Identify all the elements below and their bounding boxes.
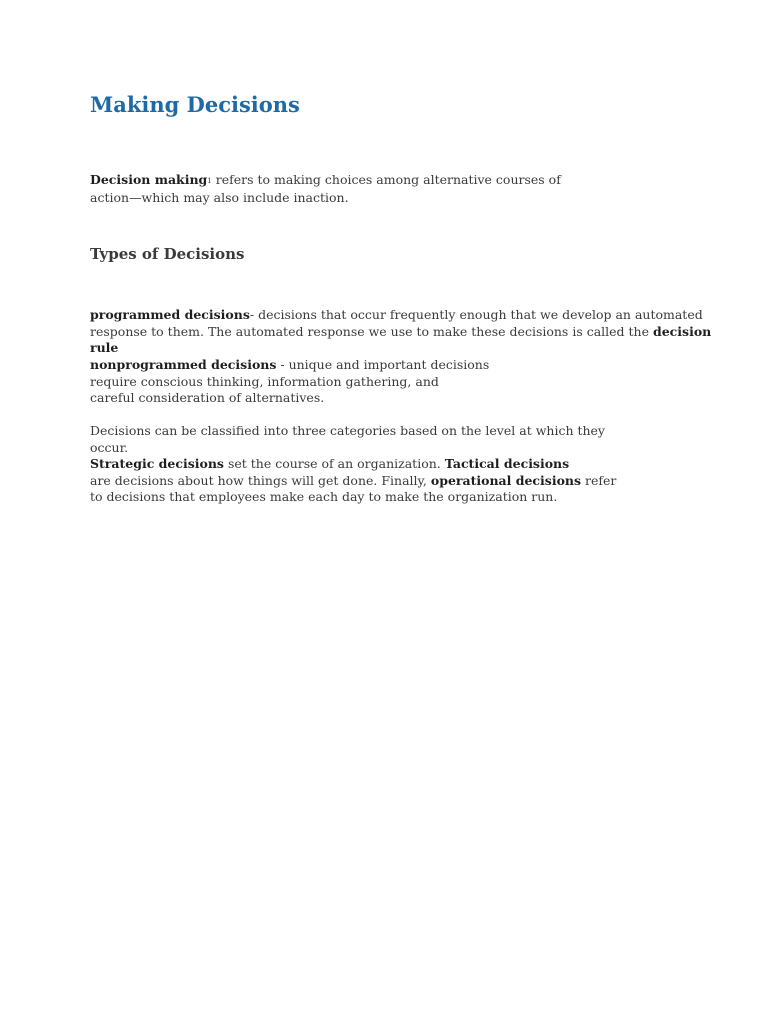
strategic-text: set the course of an organization. xyxy=(223,456,445,472)
nonprogrammed-line-3: careful consideration of alternatives. xyxy=(90,390,325,406)
intro-line-1 xyxy=(90,172,561,190)
programmed-line-1 xyxy=(90,307,711,324)
term-strategic-decisions: Strategic decisions xyxy=(90,456,224,472)
term-tactical-decisions: Tactical decisions xyxy=(444,456,570,472)
classification-line-3 xyxy=(90,456,616,473)
intro-text: refers to making choices among alternative courses of xyxy=(211,172,561,187)
programmed-line-2 xyxy=(90,324,711,341)
programmed-text-2: response to them. The automated response we use to make these decisions is called the xyxy=(90,323,653,339)
operational-text: refer xyxy=(581,472,617,488)
intro-line-2: action—which may also include inaction. xyxy=(90,189,349,205)
term-rule: rule xyxy=(90,340,119,356)
tactical-text: are decisions about how things will get done. Finally, xyxy=(90,472,431,488)
programmed-paragraph xyxy=(90,307,711,357)
page-title: Making Decisions xyxy=(90,92,300,117)
classification-paragraph xyxy=(90,423,616,506)
nonprogrammed-paragraph xyxy=(90,357,489,407)
classification-line-5: to decisions that employees make each day to make the organization run. xyxy=(90,489,558,505)
term-programmed-decisions: programmed decisions xyxy=(90,307,250,322)
footnote-marker[interactable]: 1 xyxy=(207,177,212,185)
classification-line-1: Decisions can be classified into three categories based on the level at which they xyxy=(90,423,605,438)
programmed-text: - decisions that occur frequently enough that we develop an automated xyxy=(249,307,703,322)
nonprogrammed-text: - unique and important decisions xyxy=(276,357,490,372)
classification-line-4 xyxy=(90,473,616,490)
classification-line-2: occur. xyxy=(90,439,129,455)
term-decision: decision xyxy=(652,323,712,339)
intro-paragraph xyxy=(90,172,561,206)
section-heading: Types of Decisions xyxy=(90,245,245,263)
term-nonprogrammed-decisions: nonprogrammed decisions xyxy=(90,357,277,372)
programmed-line-3 xyxy=(90,340,711,357)
nonprogrammed-line-1 xyxy=(90,357,489,374)
term-operational-decisions: operational decisions xyxy=(430,472,582,488)
nonprogrammed-line-2: require conscious thinking, information gathering, and xyxy=(90,373,439,389)
term-decision-making: Decision making xyxy=(90,172,208,187)
